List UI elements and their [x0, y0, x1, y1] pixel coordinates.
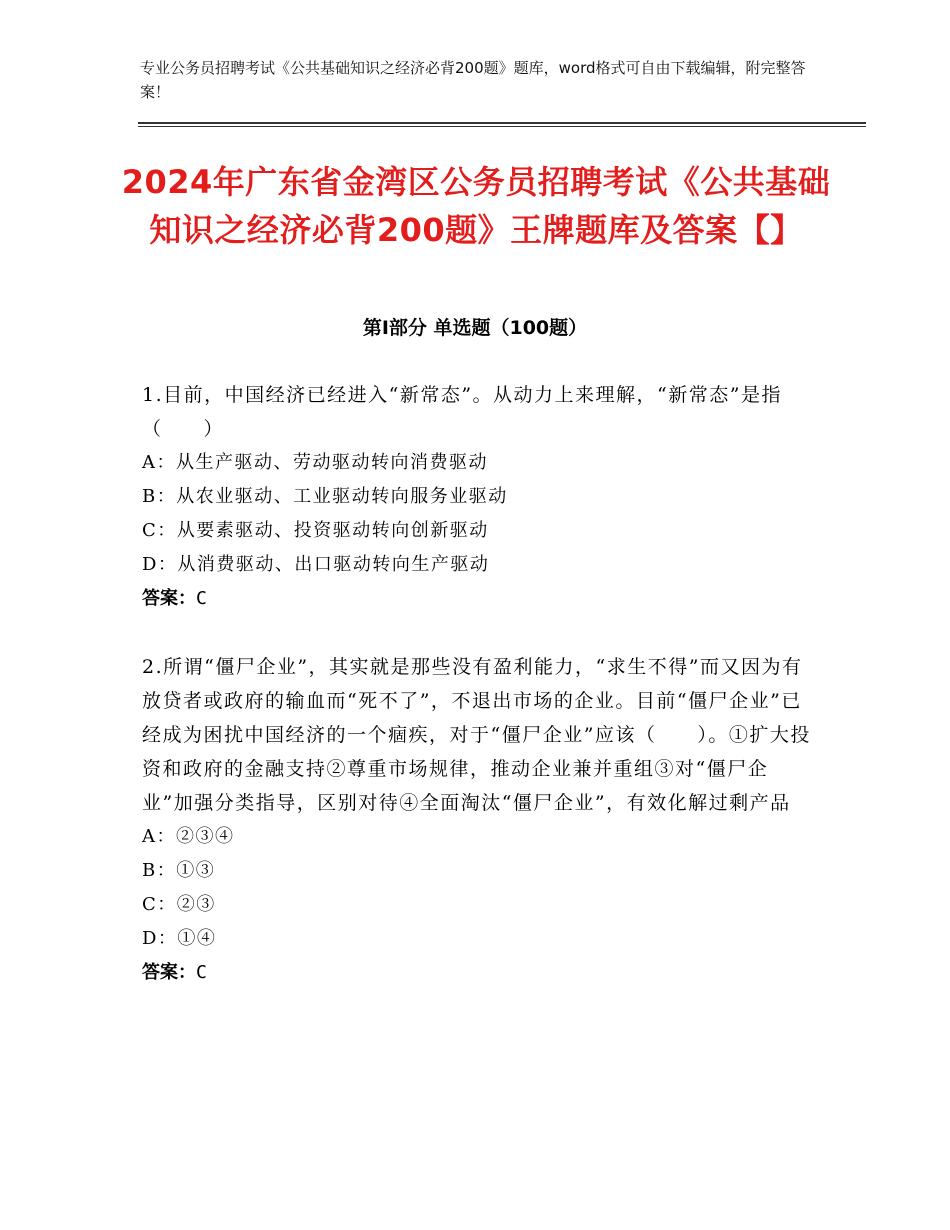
- option-d: D：①④: [142, 928, 217, 949]
- answer-value: C: [196, 962, 207, 983]
- question-stem: 2.所谓“僵尸企业”，其实就是那些没有盈利能力，“求生不得”而又因为有放贷者或政府的输血而“死不了”，不退出市场的企业。目前“僵尸企业”已经成为困扰中国经济的一个痼疾，对于“僵尸企业”应该（ ）。①扩大投资和政府的金融支持②尊重市场规律，推动企业兼并重组③对“僵尸企业”加强分类指导，区别对待④全面淘汰“僵尸企业”，有效化解过剩产品: [142, 656, 811, 814]
- option-b: B：从农业驱动、工业驱动转向服务业驱动: [142, 486, 508, 507]
- option-a: A：②③④: [142, 826, 235, 847]
- question-item: [142, 378, 812, 616]
- header-divider: [138, 122, 866, 124]
- answer-label: 答案：: [142, 588, 196, 609]
- section-heading: 第Ⅰ部分 单选题（100题）: [362, 317, 588, 339]
- header-divider-thin: [138, 126, 866, 127]
- option-c: C：从要素驱动、投资驱动转向创新驱动: [142, 520, 489, 541]
- answer-line: [142, 582, 812, 616]
- answer-value: C: [196, 588, 207, 609]
- option-c: C：②③: [142, 894, 216, 915]
- option-a: A：从生产驱动、劳动驱动转向消费驱动: [142, 452, 488, 473]
- option-d: D：从消费驱动、出口驱动转向生产驱动: [142, 554, 490, 575]
- answer-line: [142, 956, 812, 990]
- question-stem: 1.目前，中国经济已经进入“新常态”。从动力上来理解，“新常态”是指（ ）: [142, 384, 782, 440]
- header-note: 专业公务员招聘考试《公共基础知识之经济必背200题》题库，word格式可自由下载编辑，附完整答案！: [140, 59, 806, 101]
- option-b: B：①③: [142, 860, 216, 881]
- document-title: 2024年广东省金湾区公务员招聘考试《公共基础知识之经济必背200题》王牌题库及答案【】: [121, 163, 831, 249]
- answer-label: 答案：: [142, 962, 196, 983]
- question-item: [142, 650, 812, 990]
